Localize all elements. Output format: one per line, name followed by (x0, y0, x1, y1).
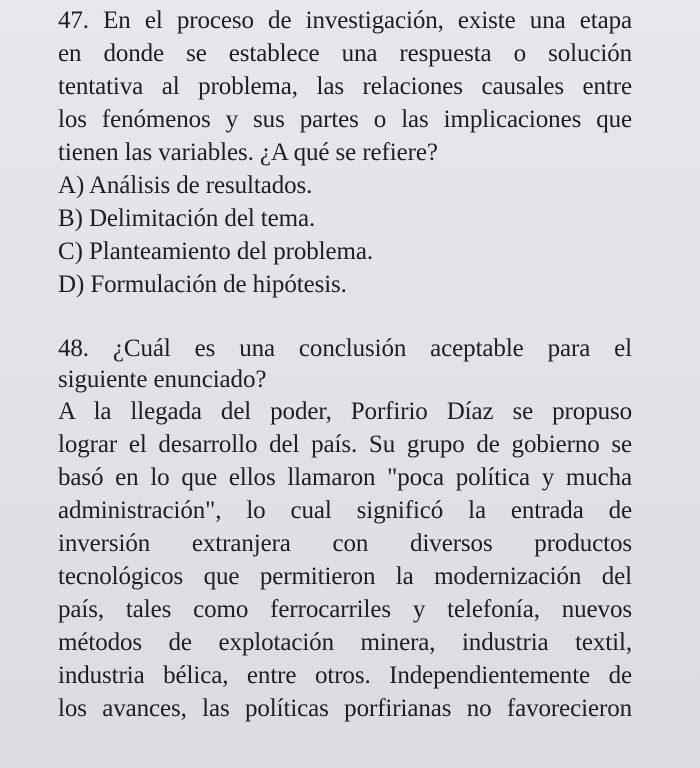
option-a: A) Análisis de resultados. (58, 172, 313, 199)
passage-line-10: los avances, las políticas porfirianas no favorecieron (58, 695, 632, 722)
option-b: B) Delimitación del tema. (58, 205, 316, 232)
passage-line-9: industria bélica, entre otros. Independientemente de (58, 662, 632, 689)
passage-line-1: A la llegada del poder, Porfirio Díaz se propuso (58, 398, 632, 425)
question-47-line-5: tienen las variables. ¿A qué se refiere? (58, 139, 438, 166)
passage-line-6: tecnológicos que permitieron la modernización del (58, 563, 632, 590)
passage-line-8: métodos de explotación minera, industria textil, (58, 629, 632, 656)
passage-line-5: inversión extranjera con diversos productos (58, 530, 632, 557)
passage-line-2: lograr el desarrollo del país. Su grupo de gobierno se (58, 431, 632, 458)
passage-line-4: administración", lo cual significó la entrada de (58, 497, 632, 524)
question-47-line-1: 47. En el proceso de investigación, existe una etapa (58, 7, 632, 34)
option-d: D) Formulación de hipótesis. (58, 271, 347, 298)
question-48-prompt-line-1: 48. ¿Cuál es una conclusión aceptable para el (58, 335, 632, 362)
question-48-prompt-line-2: siguiente enunciado? (58, 366, 267, 393)
question-47-line-4: los fenómenos y sus partes o las implicaciones que (58, 106, 632, 133)
question-47-line-2: en donde se establece una respuesta o solución (58, 40, 632, 67)
question-47-line-3: tentativa al problema, las relaciones causales entre (58, 73, 632, 100)
passage-line-7: país, tales como ferrocarriles y telefonía, nuevos (58, 596, 632, 623)
option-c: C) Planteamiento del problema. (58, 238, 373, 265)
passage-line-3: basó en lo que ellos llamaron "poca política y mucha (58, 464, 632, 491)
